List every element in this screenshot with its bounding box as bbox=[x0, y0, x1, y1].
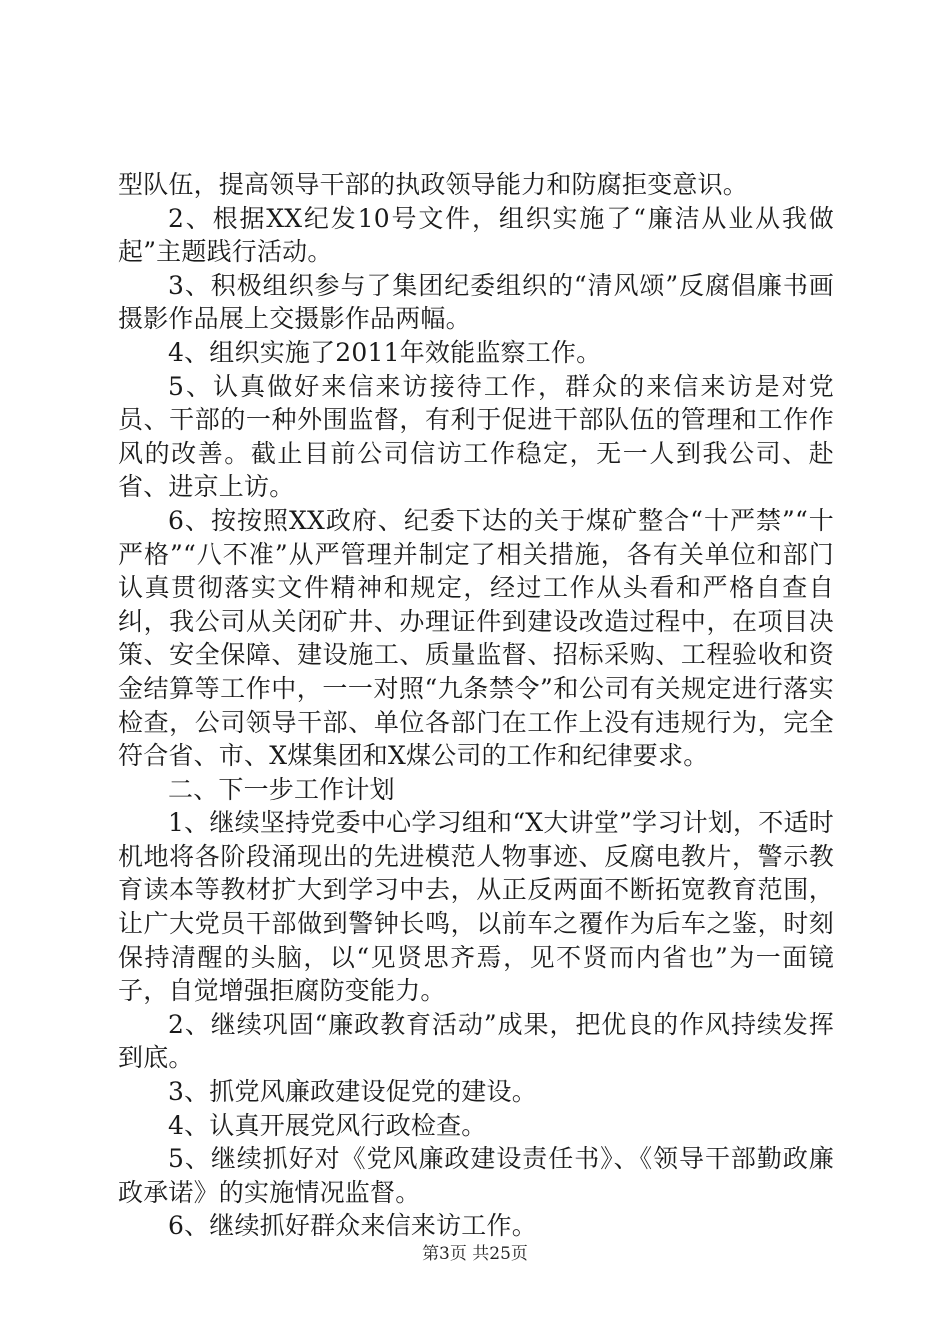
paragraph: 型队伍，提高领导干部的执政领导能力和防腐拒变意识。 bbox=[118, 170, 749, 199]
paragraph: 3、抓党风廉政建设促党的建设。 bbox=[168, 1077, 537, 1107]
paragraph: 6、继续抓好群众来信来访工作。 bbox=[168, 1211, 537, 1241]
paragraph: 5、继续抓好对《党风廉政建设责任书》、《领导干部勤政廉政承诺》的实施情况监督。 bbox=[118, 1144, 834, 1207]
paragraph: 3、积极组织参与了集团纪委组织的“清风颂”反腐倡廉书画摄影作品展上交摄影作品两幅。 bbox=[118, 270, 834, 334]
paragraph: 4、认真开展党风行政检查。 bbox=[168, 1110, 487, 1140]
page-number-footer: 第3页 共25页 bbox=[422, 1244, 528, 1264]
paragraph: 6、按按照XX政府、纪委下达的关于煤矿整合“十严禁”“十严格”“八不准”从严管理并制定了相关措施，各有关单位和部门认真贯彻落实文件精神和规定，经过工作从头看和严格自查自纠，我公司从关闭矿井、办理证件到建设改造过程中，在项目决策、安全保障、建设施工、质量监督、招标采购、工程验收和资金结算等工作中，一一对照“九条禁令”和公司有关规定进行落实检查，公司领导干部、单位各部门在工作上没有违规行为，完全符合省、市、X煤集团和X煤公司的工作和纪律要求。 bbox=[118, 505, 834, 771]
paragraph: 2、继续巩固“廉政教育活动”成果，把优良的作风持续发挥到底。 bbox=[118, 1009, 834, 1073]
document-body bbox=[118, 168, 834, 1243]
paragraph: 5、认真做好来信来访接待工作，群众的来信来访是对党员、干部的一种外围监督，有利于促进干部队伍的管理和工作作风的改善。截止目前公司信访工作稳定，无一人到我公司、赴省、进京上访。 bbox=[118, 371, 834, 502]
paragraph: 2、根据XX纪发10号文件，组织实施了“廉洁从业从我做起”主题践行活动。 bbox=[118, 203, 834, 267]
paragraph: 4、组织实施了2011年效能监察工作。 bbox=[168, 337, 602, 367]
paragraph: 1、继续坚持党委中心学习组和“X大讲堂”学习计划，不适时机地将各阶段涌现出的先进模范人物事迹、反腐电教片，警示教育读本等教材扩大到学习中去，从正反两面不断拓宽教育范围，让广大党员干部做到警钟长鸣，以前车之覆作为后车之鉴，时刻保持清醒的头脑，以“见贤思齐焉，见不贤而内省也”为一面镜子，自觉增强拒腐防变能力。 bbox=[118, 808, 834, 1006]
section-heading: 二、下一步工作计划 bbox=[168, 774, 395, 804]
